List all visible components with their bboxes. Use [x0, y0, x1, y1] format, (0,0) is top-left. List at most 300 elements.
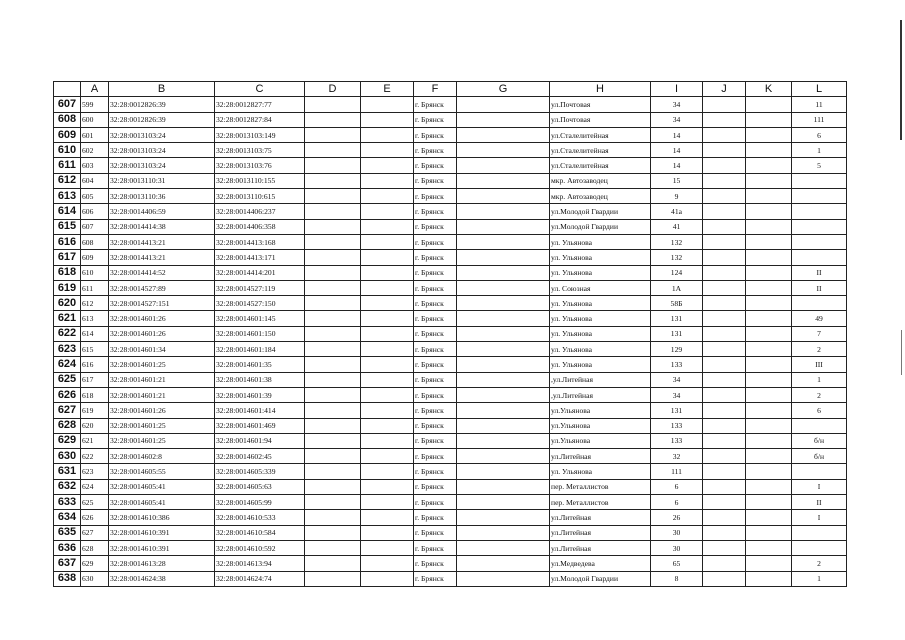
cell-d[interactable]	[305, 418, 361, 433]
cell-g[interactable]	[457, 449, 550, 464]
cell-i[interactable]: 1А	[651, 280, 703, 295]
row-number[interactable]: 633	[54, 495, 81, 510]
cell-k[interactable]	[746, 357, 792, 372]
cell-b[interactable]: 32:28:0013110:31	[109, 173, 215, 188]
cell-e[interactable]	[361, 449, 414, 464]
cell-e[interactable]	[361, 464, 414, 479]
cell-g[interactable]	[457, 234, 550, 249]
cell-d[interactable]	[305, 112, 361, 127]
cell-f[interactable]: г. Брянск	[414, 556, 457, 571]
cell-g[interactable]	[457, 311, 550, 326]
cell-b[interactable]: 32:28:0014527:89	[109, 280, 215, 295]
cell-j[interactable]	[703, 556, 746, 571]
cell-j[interactable]	[703, 112, 746, 127]
cell-d[interactable]	[305, 479, 361, 494]
cell-k[interactable]	[746, 525, 792, 540]
cell-k[interactable]	[746, 449, 792, 464]
cell-k[interactable]	[746, 127, 792, 142]
cell-g[interactable]	[457, 219, 550, 234]
cell-d[interactable]	[305, 219, 361, 234]
cell-l[interactable]: I	[792, 510, 847, 525]
cell-i[interactable]: 132	[651, 234, 703, 249]
cell-d[interactable]	[305, 525, 361, 540]
cell-a[interactable]: 620	[81, 418, 109, 433]
cell-l[interactable]	[792, 219, 847, 234]
column-header-b[interactable]: B	[109, 82, 215, 97]
cell-a[interactable]: 611	[81, 280, 109, 295]
cell-k[interactable]	[746, 265, 792, 280]
cell-g[interactable]	[457, 158, 550, 173]
cell-l[interactable]: 6	[792, 403, 847, 418]
cell-c[interactable]: 32:28:0014610:584	[215, 525, 305, 540]
cell-c[interactable]: 32:28:0014601:35	[215, 357, 305, 372]
cell-g[interactable]	[457, 280, 550, 295]
cell-g[interactable]	[457, 97, 550, 112]
cell-j[interactable]	[703, 418, 746, 433]
cell-b[interactable]: 32:28:0014602:8	[109, 449, 215, 464]
cell-a[interactable]: 600	[81, 112, 109, 127]
cell-a[interactable]: 601	[81, 127, 109, 142]
cell-g[interactable]	[457, 204, 550, 219]
cell-c[interactable]: 32:28:0014406:237	[215, 204, 305, 219]
cell-f[interactable]: г. Брянск	[414, 204, 457, 219]
cell-c[interactable]: 32:28:0014413:171	[215, 250, 305, 265]
cell-l[interactable]	[792, 525, 847, 540]
cell-c[interactable]: 32:28:0013103:149	[215, 127, 305, 142]
cell-k[interactable]	[746, 204, 792, 219]
cell-d[interactable]	[305, 372, 361, 387]
cell-e[interactable]	[361, 510, 414, 525]
cell-d[interactable]	[305, 250, 361, 265]
cell-i[interactable]: 14	[651, 143, 703, 158]
cell-f[interactable]: г. Брянск	[414, 219, 457, 234]
cell-l[interactable]: 1	[792, 571, 847, 586]
cell-a[interactable]: 604	[81, 173, 109, 188]
column-header-e[interactable]: E	[361, 82, 414, 97]
cell-a[interactable]: 608	[81, 234, 109, 249]
cell-c[interactable]: 32:28:0014602:45	[215, 449, 305, 464]
cell-g[interactable]	[457, 189, 550, 204]
cell-h[interactable]: ул.Сталелитейная	[550, 127, 651, 142]
cell-f[interactable]: г. Брянск	[414, 571, 457, 586]
cell-b[interactable]: 32:28:0014601:34	[109, 342, 215, 357]
cell-g[interactable]	[457, 387, 550, 402]
cell-l[interactable]	[792, 418, 847, 433]
cell-l[interactable]: 49	[792, 311, 847, 326]
row-number[interactable]: 625	[54, 372, 81, 387]
cell-h[interactable]: ул. Ульянова	[550, 250, 651, 265]
cell-c[interactable]: 32:28:0014406:358	[215, 219, 305, 234]
cell-c[interactable]: 32:28:0014613:94	[215, 556, 305, 571]
cell-b[interactable]: 32:28:0014601:26	[109, 311, 215, 326]
column-header-g[interactable]: G	[457, 82, 550, 97]
cell-k[interactable]	[746, 403, 792, 418]
cell-g[interactable]	[457, 265, 550, 280]
cell-c[interactable]: 32:28:0014610:592	[215, 540, 305, 555]
cell-b[interactable]: 32:28:0014414:38	[109, 219, 215, 234]
cell-f[interactable]: г. Брянск	[414, 112, 457, 127]
cell-c[interactable]: 32:28:0014601:94	[215, 433, 305, 448]
row-number[interactable]: 608	[54, 112, 81, 127]
cell-c[interactable]: 32:28:0014601:38	[215, 372, 305, 387]
cell-b[interactable]: 32:28:0012826:39	[109, 112, 215, 127]
cell-f[interactable]: г. Брянск	[414, 97, 457, 112]
row-number[interactable]: 618	[54, 265, 81, 280]
cell-a[interactable]: 614	[81, 326, 109, 341]
cell-c[interactable]: 32:28:0013110:155	[215, 173, 305, 188]
cell-k[interactable]	[746, 556, 792, 571]
cell-g[interactable]	[457, 479, 550, 494]
cell-l[interactable]: 2	[792, 387, 847, 402]
cell-f[interactable]: г. Брянск	[414, 296, 457, 311]
cell-k[interactable]	[746, 495, 792, 510]
cell-b[interactable]: 32:28:0013110:36	[109, 189, 215, 204]
cell-j[interactable]	[703, 189, 746, 204]
row-number[interactable]: 614	[54, 204, 81, 219]
cell-c[interactable]: 32:28:0014527:119	[215, 280, 305, 295]
cell-l[interactable]: II	[792, 495, 847, 510]
cell-g[interactable]	[457, 540, 550, 555]
cell-i[interactable]: 30	[651, 525, 703, 540]
row-number[interactable]: 607	[54, 97, 81, 112]
cell-h[interactable]: ,ул.Литейная	[550, 387, 651, 402]
cell-b[interactable]: 32:28:0014605:41	[109, 495, 215, 510]
cell-a[interactable]: 612	[81, 296, 109, 311]
cell-h[interactable]: ул.Литейная	[550, 525, 651, 540]
cell-i[interactable]: 34	[651, 387, 703, 402]
cell-e[interactable]	[361, 540, 414, 555]
cell-i[interactable]: 133	[651, 357, 703, 372]
row-number[interactable]: 632	[54, 479, 81, 494]
cell-g[interactable]	[457, 418, 550, 433]
cell-a[interactable]: 613	[81, 311, 109, 326]
cell-c[interactable]: 32:28:0014601:39	[215, 387, 305, 402]
cell-k[interactable]	[746, 143, 792, 158]
cell-a[interactable]: 621	[81, 433, 109, 448]
cell-h[interactable]: ул. Ульянова	[550, 296, 651, 311]
cell-k[interactable]	[746, 342, 792, 357]
cell-h[interactable]: ул.Медведева	[550, 556, 651, 571]
cell-e[interactable]	[361, 250, 414, 265]
cell-g[interactable]	[457, 525, 550, 540]
cell-c[interactable]: 32:28:0013110:615	[215, 189, 305, 204]
cell-c[interactable]: 32:28:0012827:77	[215, 97, 305, 112]
cell-a[interactable]: 602	[81, 143, 109, 158]
cell-l[interactable]	[792, 173, 847, 188]
cell-e[interactable]	[361, 433, 414, 448]
cell-i[interactable]: 133	[651, 418, 703, 433]
cell-h[interactable]: ул.Сталелитейная	[550, 143, 651, 158]
cell-j[interactable]	[703, 296, 746, 311]
cell-f[interactable]: г. Брянск	[414, 403, 457, 418]
cell-f[interactable]: г. Брянск	[414, 280, 457, 295]
cell-k[interactable]	[746, 540, 792, 555]
cell-b[interactable]: 32:28:0014610:391	[109, 525, 215, 540]
cell-d[interactable]	[305, 280, 361, 295]
cell-f[interactable]: г. Брянск	[414, 464, 457, 479]
cell-i[interactable]: 6	[651, 479, 703, 494]
cell-j[interactable]	[703, 204, 746, 219]
column-header-i[interactable]: I	[651, 82, 703, 97]
cell-e[interactable]	[361, 403, 414, 418]
cell-c[interactable]: 32:28:0014605:339	[215, 464, 305, 479]
cell-a[interactable]: 609	[81, 250, 109, 265]
cell-e[interactable]	[361, 495, 414, 510]
cell-h[interactable]: ул.Литейная	[550, 510, 651, 525]
cell-g[interactable]	[457, 556, 550, 571]
cell-e[interactable]	[361, 173, 414, 188]
cell-b[interactable]: 32:28:0014601:21	[109, 372, 215, 387]
cell-h[interactable]: ул. Союзная	[550, 280, 651, 295]
row-number[interactable]: 620	[54, 296, 81, 311]
cell-i[interactable]: 41	[651, 219, 703, 234]
cell-k[interactable]	[746, 250, 792, 265]
cell-b[interactable]: 32:28:0014414:52	[109, 265, 215, 280]
cell-j[interactable]	[703, 372, 746, 387]
cell-j[interactable]	[703, 158, 746, 173]
cell-i[interactable]: 34	[651, 97, 703, 112]
cell-j[interactable]	[703, 571, 746, 586]
cell-c[interactable]: 32:28:0012827:84	[215, 112, 305, 127]
cell-f[interactable]: г. Брянск	[414, 540, 457, 555]
cell-b[interactable]: 32:28:0014601:21	[109, 387, 215, 402]
cell-i[interactable]: 30	[651, 540, 703, 555]
cell-l[interactable]: 11	[792, 97, 847, 112]
cell-b[interactable]: 32:28:0014527:151	[109, 296, 215, 311]
cell-a[interactable]: 622	[81, 449, 109, 464]
cell-i[interactable]: 131	[651, 311, 703, 326]
cell-c[interactable]: 32:28:0013103:75	[215, 143, 305, 158]
cell-d[interactable]	[305, 510, 361, 525]
cell-h[interactable]: ул. Ульянова	[550, 234, 651, 249]
cell-i[interactable]: 14	[651, 158, 703, 173]
cell-a[interactable]: 619	[81, 403, 109, 418]
cell-h[interactable]: ул.Ульянова	[550, 418, 651, 433]
column-header-f[interactable]: F	[414, 82, 457, 97]
cell-e[interactable]	[361, 143, 414, 158]
cell-a[interactable]: 626	[81, 510, 109, 525]
cell-a[interactable]: 617	[81, 372, 109, 387]
cell-d[interactable]	[305, 387, 361, 402]
cell-i[interactable]: 15	[651, 173, 703, 188]
cell-i[interactable]: 9	[651, 189, 703, 204]
cell-l[interactable]: 2	[792, 556, 847, 571]
cell-g[interactable]	[457, 342, 550, 357]
cell-e[interactable]	[361, 525, 414, 540]
cell-i[interactable]: 129	[651, 342, 703, 357]
cell-l[interactable]: 6	[792, 127, 847, 142]
cell-l[interactable]	[792, 250, 847, 265]
cell-c[interactable]: 32:28:0014605:99	[215, 495, 305, 510]
cell-c[interactable]: 32:28:0014414:201	[215, 265, 305, 280]
cell-a[interactable]: 630	[81, 571, 109, 586]
cell-g[interactable]	[457, 433, 550, 448]
cell-l[interactable]	[792, 464, 847, 479]
cell-l[interactable]: 1	[792, 143, 847, 158]
cell-h[interactable]: ул. Ульянова	[550, 342, 651, 357]
cell-i[interactable]: 41а	[651, 204, 703, 219]
cell-h[interactable]: ул.Молодой Гвардии	[550, 204, 651, 219]
cell-k[interactable]	[746, 387, 792, 402]
row-number[interactable]: 634	[54, 510, 81, 525]
column-header-c[interactable]: C	[215, 82, 305, 97]
cell-f[interactable]: г. Брянск	[414, 495, 457, 510]
cell-g[interactable]	[457, 403, 550, 418]
cell-l[interactable]: II	[792, 265, 847, 280]
cell-f[interactable]: г. Брянск	[414, 372, 457, 387]
cell-i[interactable]: 34	[651, 112, 703, 127]
cell-h[interactable]: ул. Ульянова	[550, 357, 651, 372]
cell-l[interactable]	[792, 189, 847, 204]
cell-f[interactable]: г. Брянск	[414, 234, 457, 249]
cell-l[interactable]: 111	[792, 112, 847, 127]
cell-c[interactable]: 32:28:0014601:414	[215, 403, 305, 418]
cell-j[interactable]	[703, 311, 746, 326]
cell-i[interactable]: 111	[651, 464, 703, 479]
cell-e[interactable]	[361, 387, 414, 402]
cell-b[interactable]: 32:28:0014601:26	[109, 326, 215, 341]
row-number[interactable]: 615	[54, 219, 81, 234]
cell-k[interactable]	[746, 510, 792, 525]
cell-f[interactable]: г. Брянск	[414, 449, 457, 464]
cell-k[interactable]	[746, 571, 792, 586]
cell-d[interactable]	[305, 464, 361, 479]
cell-k[interactable]	[746, 433, 792, 448]
row-number[interactable]: 630	[54, 449, 81, 464]
cell-g[interactable]	[457, 372, 550, 387]
cell-f[interactable]: г. Брянск	[414, 479, 457, 494]
cell-k[interactable]	[746, 112, 792, 127]
cell-f[interactable]: г. Брянск	[414, 525, 457, 540]
cell-e[interactable]	[361, 311, 414, 326]
cell-f[interactable]: г. Брянск	[414, 158, 457, 173]
cell-e[interactable]	[361, 189, 414, 204]
cell-e[interactable]	[361, 127, 414, 142]
cell-l[interactable]: 5	[792, 158, 847, 173]
cell-i[interactable]: 32	[651, 449, 703, 464]
cell-g[interactable]	[457, 357, 550, 372]
cell-f[interactable]: г. Брянск	[414, 418, 457, 433]
row-number[interactable]: 626	[54, 387, 81, 402]
cell-k[interactable]	[746, 296, 792, 311]
cell-d[interactable]	[305, 342, 361, 357]
cell-c[interactable]: 32:28:0014601:145	[215, 311, 305, 326]
cell-j[interactable]	[703, 403, 746, 418]
row-number[interactable]: 635	[54, 525, 81, 540]
cell-f[interactable]: г. Брянск	[414, 143, 457, 158]
cell-h[interactable]: мкр. Автозаводец	[550, 189, 651, 204]
cell-j[interactable]	[703, 97, 746, 112]
cell-e[interactable]	[361, 296, 414, 311]
cell-g[interactable]	[457, 173, 550, 188]
row-number[interactable]: 627	[54, 403, 81, 418]
cell-i[interactable]: 133	[651, 433, 703, 448]
cell-j[interactable]	[703, 387, 746, 402]
cell-a[interactable]: 629	[81, 556, 109, 571]
cell-d[interactable]	[305, 296, 361, 311]
cell-g[interactable]	[457, 250, 550, 265]
cell-h[interactable]: ул.Почтовая	[550, 112, 651, 127]
cell-a[interactable]: 615	[81, 342, 109, 357]
cell-d[interactable]	[305, 158, 361, 173]
cell-e[interactable]	[361, 112, 414, 127]
cell-k[interactable]	[746, 189, 792, 204]
row-number[interactable]: 622	[54, 326, 81, 341]
cell-f[interactable]: г. Брянск	[414, 250, 457, 265]
column-header-l[interactable]: L	[792, 82, 847, 97]
cell-a[interactable]: 610	[81, 265, 109, 280]
cell-k[interactable]	[746, 219, 792, 234]
cell-g[interactable]	[457, 510, 550, 525]
row-number[interactable]: 637	[54, 556, 81, 571]
cell-b[interactable]: 32:28:0014624:38	[109, 571, 215, 586]
cell-d[interactable]	[305, 173, 361, 188]
cell-e[interactable]	[361, 265, 414, 280]
cell-j[interactable]	[703, 540, 746, 555]
cell-f[interactable]: г. Брянск	[414, 433, 457, 448]
cell-f[interactable]: г. Брянск	[414, 189, 457, 204]
row-number[interactable]: 612	[54, 173, 81, 188]
cell-h[interactable]: ул.Молодой Гвардии	[550, 219, 651, 234]
row-number[interactable]: 616	[54, 234, 81, 249]
cell-d[interactable]	[305, 127, 361, 142]
cell-k[interactable]	[746, 234, 792, 249]
row-number[interactable]: 609	[54, 127, 81, 142]
cell-j[interactable]	[703, 510, 746, 525]
cell-g[interactable]	[457, 326, 550, 341]
cell-h[interactable]: ул.Литейная	[550, 540, 651, 555]
cell-f[interactable]: г. Брянск	[414, 342, 457, 357]
row-number[interactable]: 623	[54, 342, 81, 357]
cell-j[interactable]	[703, 234, 746, 249]
cell-j[interactable]	[703, 265, 746, 280]
column-header-k[interactable]: K	[746, 82, 792, 97]
cell-b[interactable]: 32:28:0013103:24	[109, 143, 215, 158]
cell-l[interactable]	[792, 234, 847, 249]
cell-h[interactable]: ул. Ульянова	[550, 326, 651, 341]
cell-h[interactable]: ул. Ульянова	[550, 265, 651, 280]
cell-j[interactable]	[703, 433, 746, 448]
cell-d[interactable]	[305, 403, 361, 418]
cell-e[interactable]	[361, 234, 414, 249]
cell-j[interactable]	[703, 280, 746, 295]
row-number[interactable]: 619	[54, 280, 81, 295]
cell-a[interactable]: 627	[81, 525, 109, 540]
cell-d[interactable]	[305, 311, 361, 326]
cell-e[interactable]	[361, 372, 414, 387]
row-number[interactable]: 621	[54, 311, 81, 326]
cell-i[interactable]: 124	[651, 265, 703, 280]
column-header-d[interactable]: D	[305, 82, 361, 97]
cell-g[interactable]	[457, 495, 550, 510]
cell-f[interactable]: г. Брянск	[414, 510, 457, 525]
cell-l[interactable]	[792, 204, 847, 219]
cell-h[interactable]: ул.Ульянова	[550, 433, 651, 448]
cell-i[interactable]: 131	[651, 403, 703, 418]
cell-k[interactable]	[746, 280, 792, 295]
cell-f[interactable]: г. Брянск	[414, 265, 457, 280]
cell-d[interactable]	[305, 204, 361, 219]
cell-l[interactable]: 7	[792, 326, 847, 341]
cell-b[interactable]: 32:28:0014613:28	[109, 556, 215, 571]
cell-j[interactable]	[703, 219, 746, 234]
cell-l[interactable]: II	[792, 280, 847, 295]
cell-k[interactable]	[746, 311, 792, 326]
cell-c[interactable]: 32:28:0014601:469	[215, 418, 305, 433]
cell-a[interactable]: 623	[81, 464, 109, 479]
cell-i[interactable]: 26	[651, 510, 703, 525]
cell-a[interactable]: 599	[81, 97, 109, 112]
